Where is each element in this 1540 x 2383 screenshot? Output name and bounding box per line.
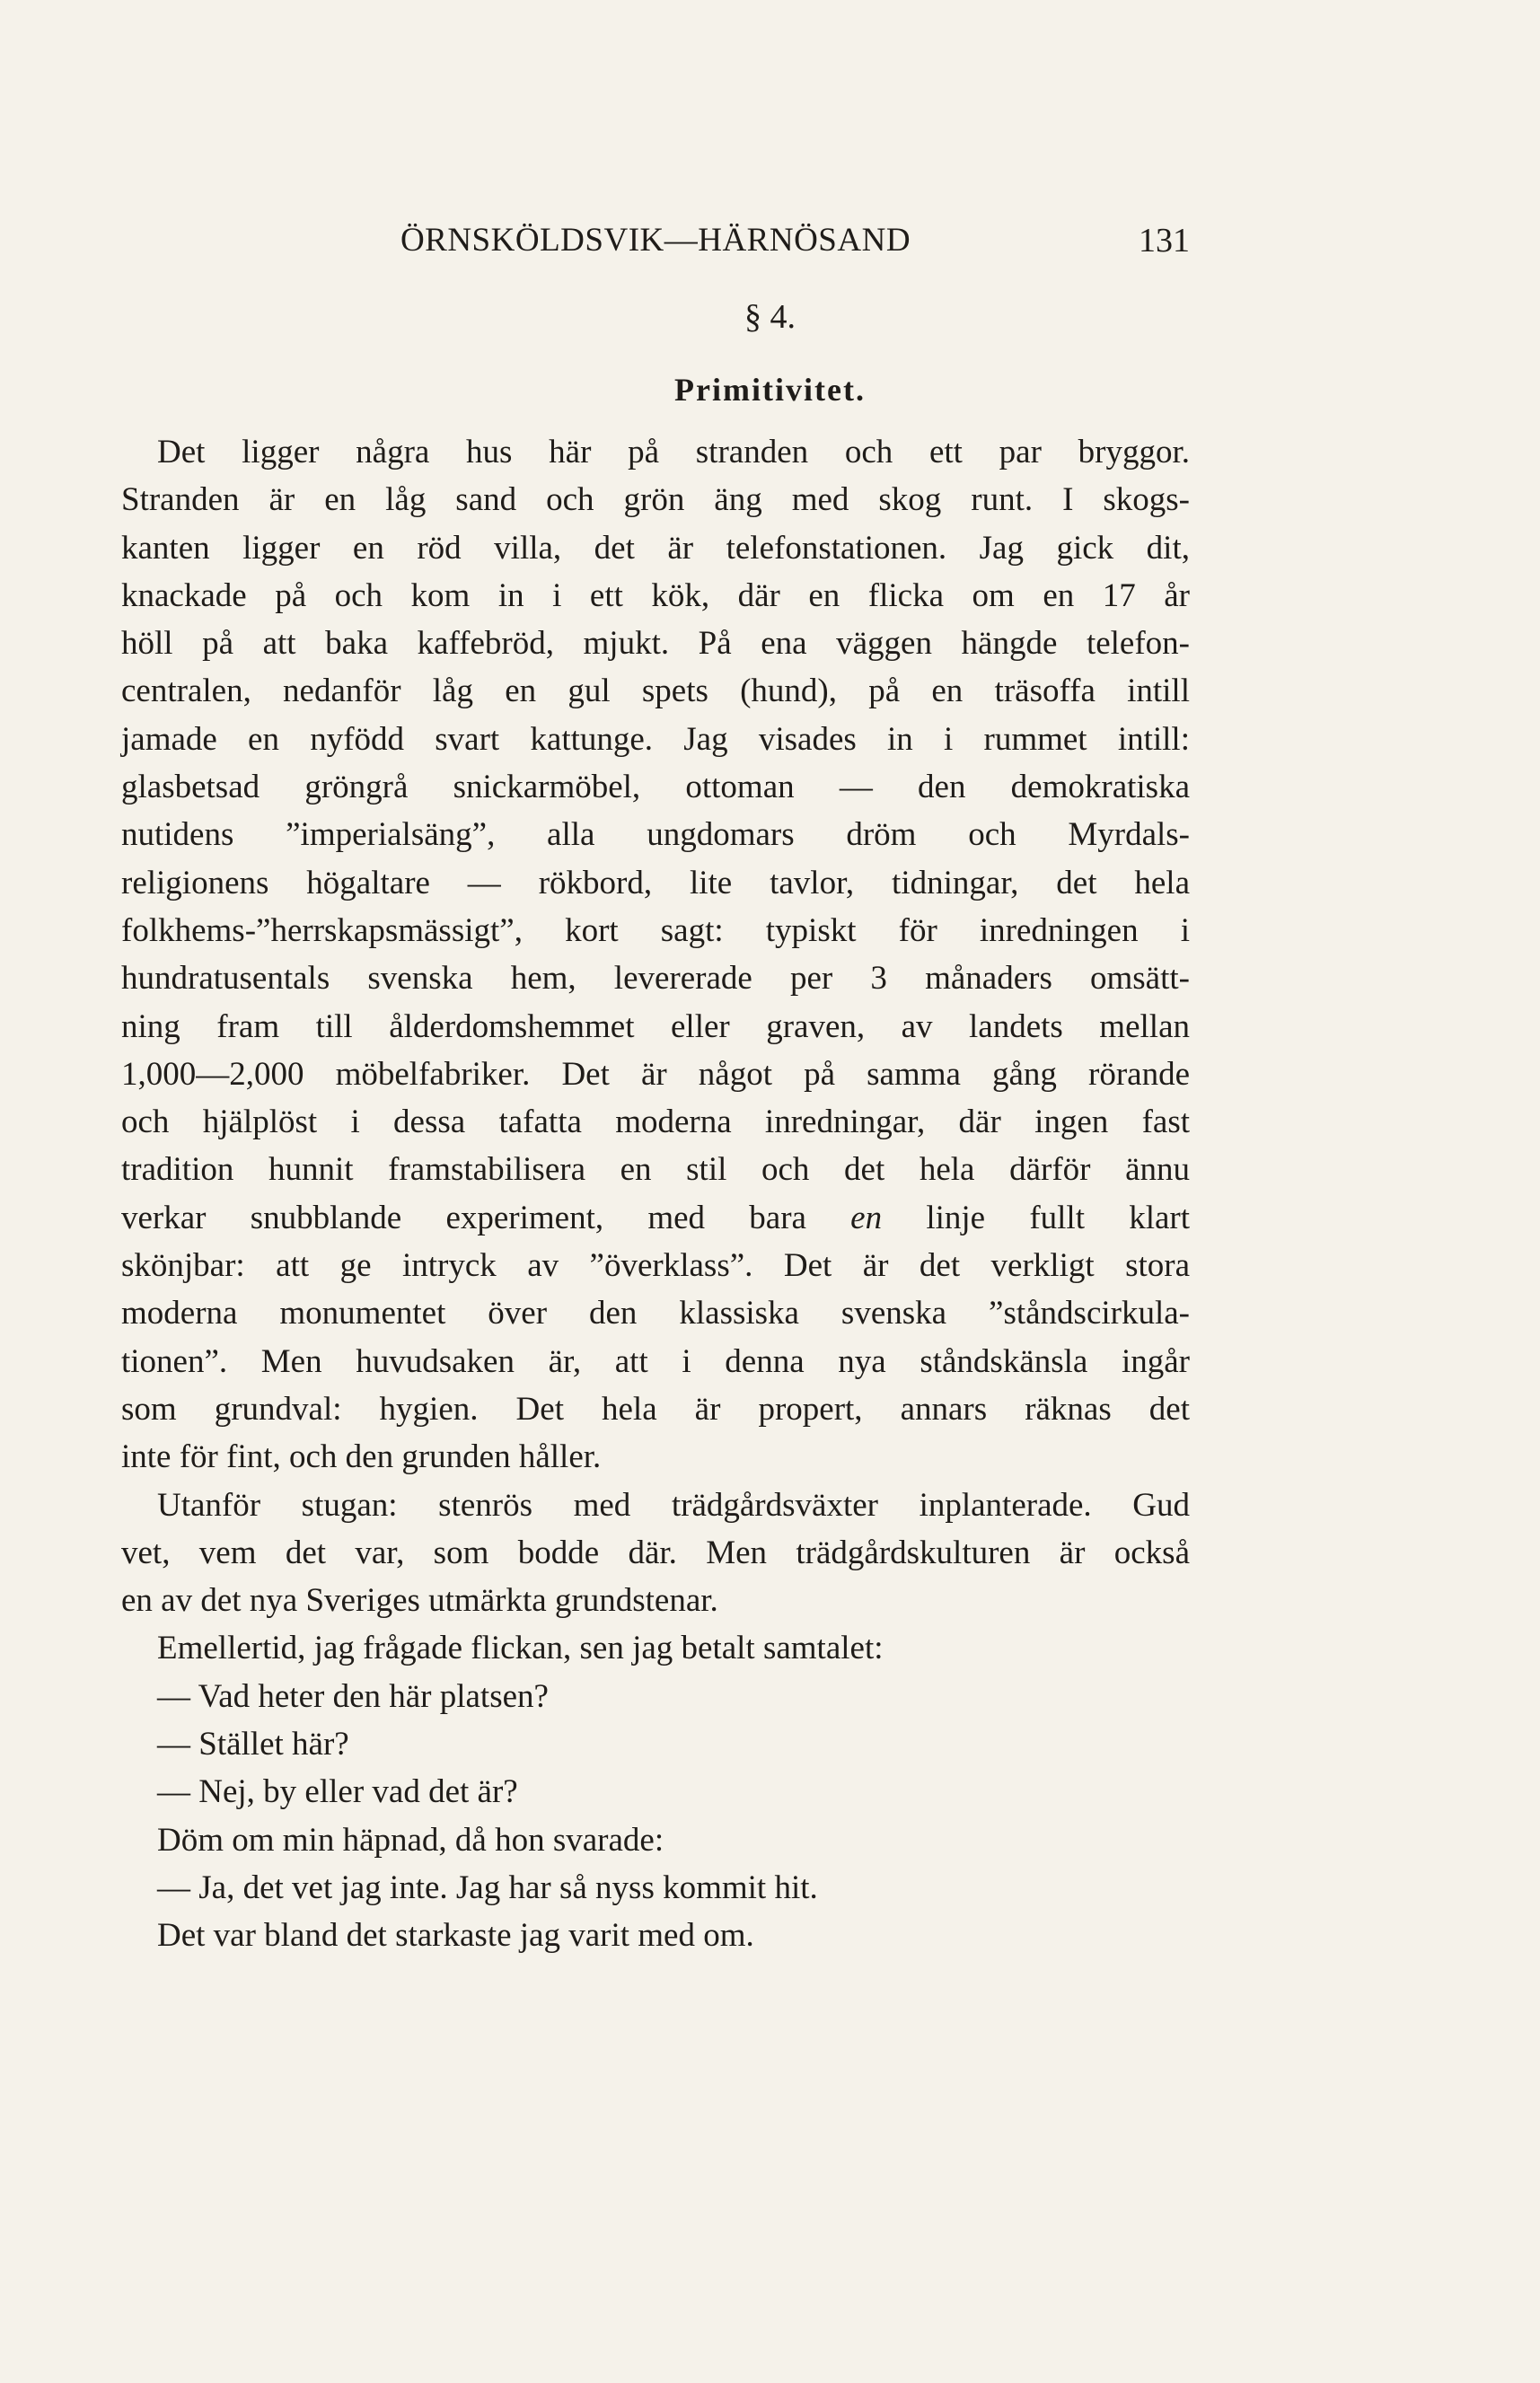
text-line: glasbetsad gröngrå snickarmöbel, ottoman — den demokratiska [121,769,1190,806]
text-line: religionens högaltare — rökbord, lite tavlor, tidningar, det hela [121,864,1190,901]
text-line: tradition hunnit framstabilisera en stil och det hela därför ännu [121,1151,1190,1189]
section-number: § 4. [744,298,796,336]
text-line: Det var bland det starkaste jag varit med om. [157,1917,754,1955]
text-line: och hjälplöst i dessa tafatta moderna inredningar, där ingen fast [121,1104,1190,1141]
body-text [121,428,1190,1960]
text-line: — Nej, by eller vad det är? [157,1773,518,1811]
text-line: en av det nya Sveriges utmärkta grundstenar. [121,1582,718,1620]
text-line: Emellertid, jag frågade flickan, sen jag betalt samtalet: [157,1630,884,1667]
text-line: Utanför stugan: stenrös med trädgårdsväxter inplanterade. Gud [157,1486,1190,1524]
text-line: Det ligger några hus här på stranden och ett par bryggor. [157,434,1190,470]
text-line: tionen”. Men huvudsaken är, att i denna nya ståndskänsla ingår [121,1342,1190,1380]
page-number: 131 [1139,222,1190,259]
text-line: Döm om min häpnad, då hon svarade: [157,1821,664,1859]
text-line: kanten ligger en röd villa, det är telefonstationen. Jag gick dit, [121,529,1190,567]
text-line: som grundval: hygien. Det hela är propert, annars räknas det [121,1390,1190,1428]
text-segment: verkar snubblande experiment, med bara [121,1199,851,1236]
text-line: inte för fint, och den grunden håller. [121,1438,602,1476]
text-segment: linje fullt klart [882,1199,1190,1236]
italic-text-segment: en [850,1199,883,1236]
text-line: centralen, nedanför låg en gul spets (hund), på en träsoffa intill [121,673,1190,710]
text-line: — Stället här? [157,1726,349,1763]
text-line: moderna monumentet över den klassiska svenska ”ståndscirkula- [121,1295,1190,1332]
text-line: knackade på och kom in i ett kök, där en flicka om en 17 år [121,576,1190,614]
text-line: jamade en nyfödd svart kattunge. Jag visades in i rummet intill: [121,720,1190,758]
section-title: Primitivitet. [674,372,866,408]
text-line: höll på att baka kaffebröd, mjukt. På ena väggen hängde telefon- [121,625,1190,663]
text-line: folkhems-”herrskapsmässigt”, kort sagt: typiskt för inredningen i [121,911,1190,949]
text-line: nutidens ”imperialsäng”, alla ungdomars dröm och Myrdals- [121,816,1190,854]
text-line: — Ja, det vet jag inte. Jag har så nyss kommit hit. [157,1869,818,1906]
text-line: skönjbar: att ge intryck av ”överklass”. Det är det verkligt stora [121,1247,1190,1285]
running-header [121,214,1190,268]
text-line [121,1194,1190,1242]
running-title: ÖRNSKÖLDSVIK—HÄRNÖSAND [400,222,911,259]
text-line: Stranden är en låg sand och grön äng med skog runt. I skogs- [121,481,1190,519]
text-line: vet, vem det var, som bodde där. Men trädgårdskulturen är också [121,1534,1190,1571]
text-line: ning fram till ålderdomshemmet eller graven, av landets mellan [121,1007,1190,1045]
text-line: — Vad heter den här platsen? [157,1677,549,1715]
text-line: 1,000—2,000 möbelfabriker. Det är något på samma gång rörande [121,1055,1190,1093]
text-line: hundratusentals svenska hem, levererade per 3 månaders omsätt- [121,960,1190,998]
